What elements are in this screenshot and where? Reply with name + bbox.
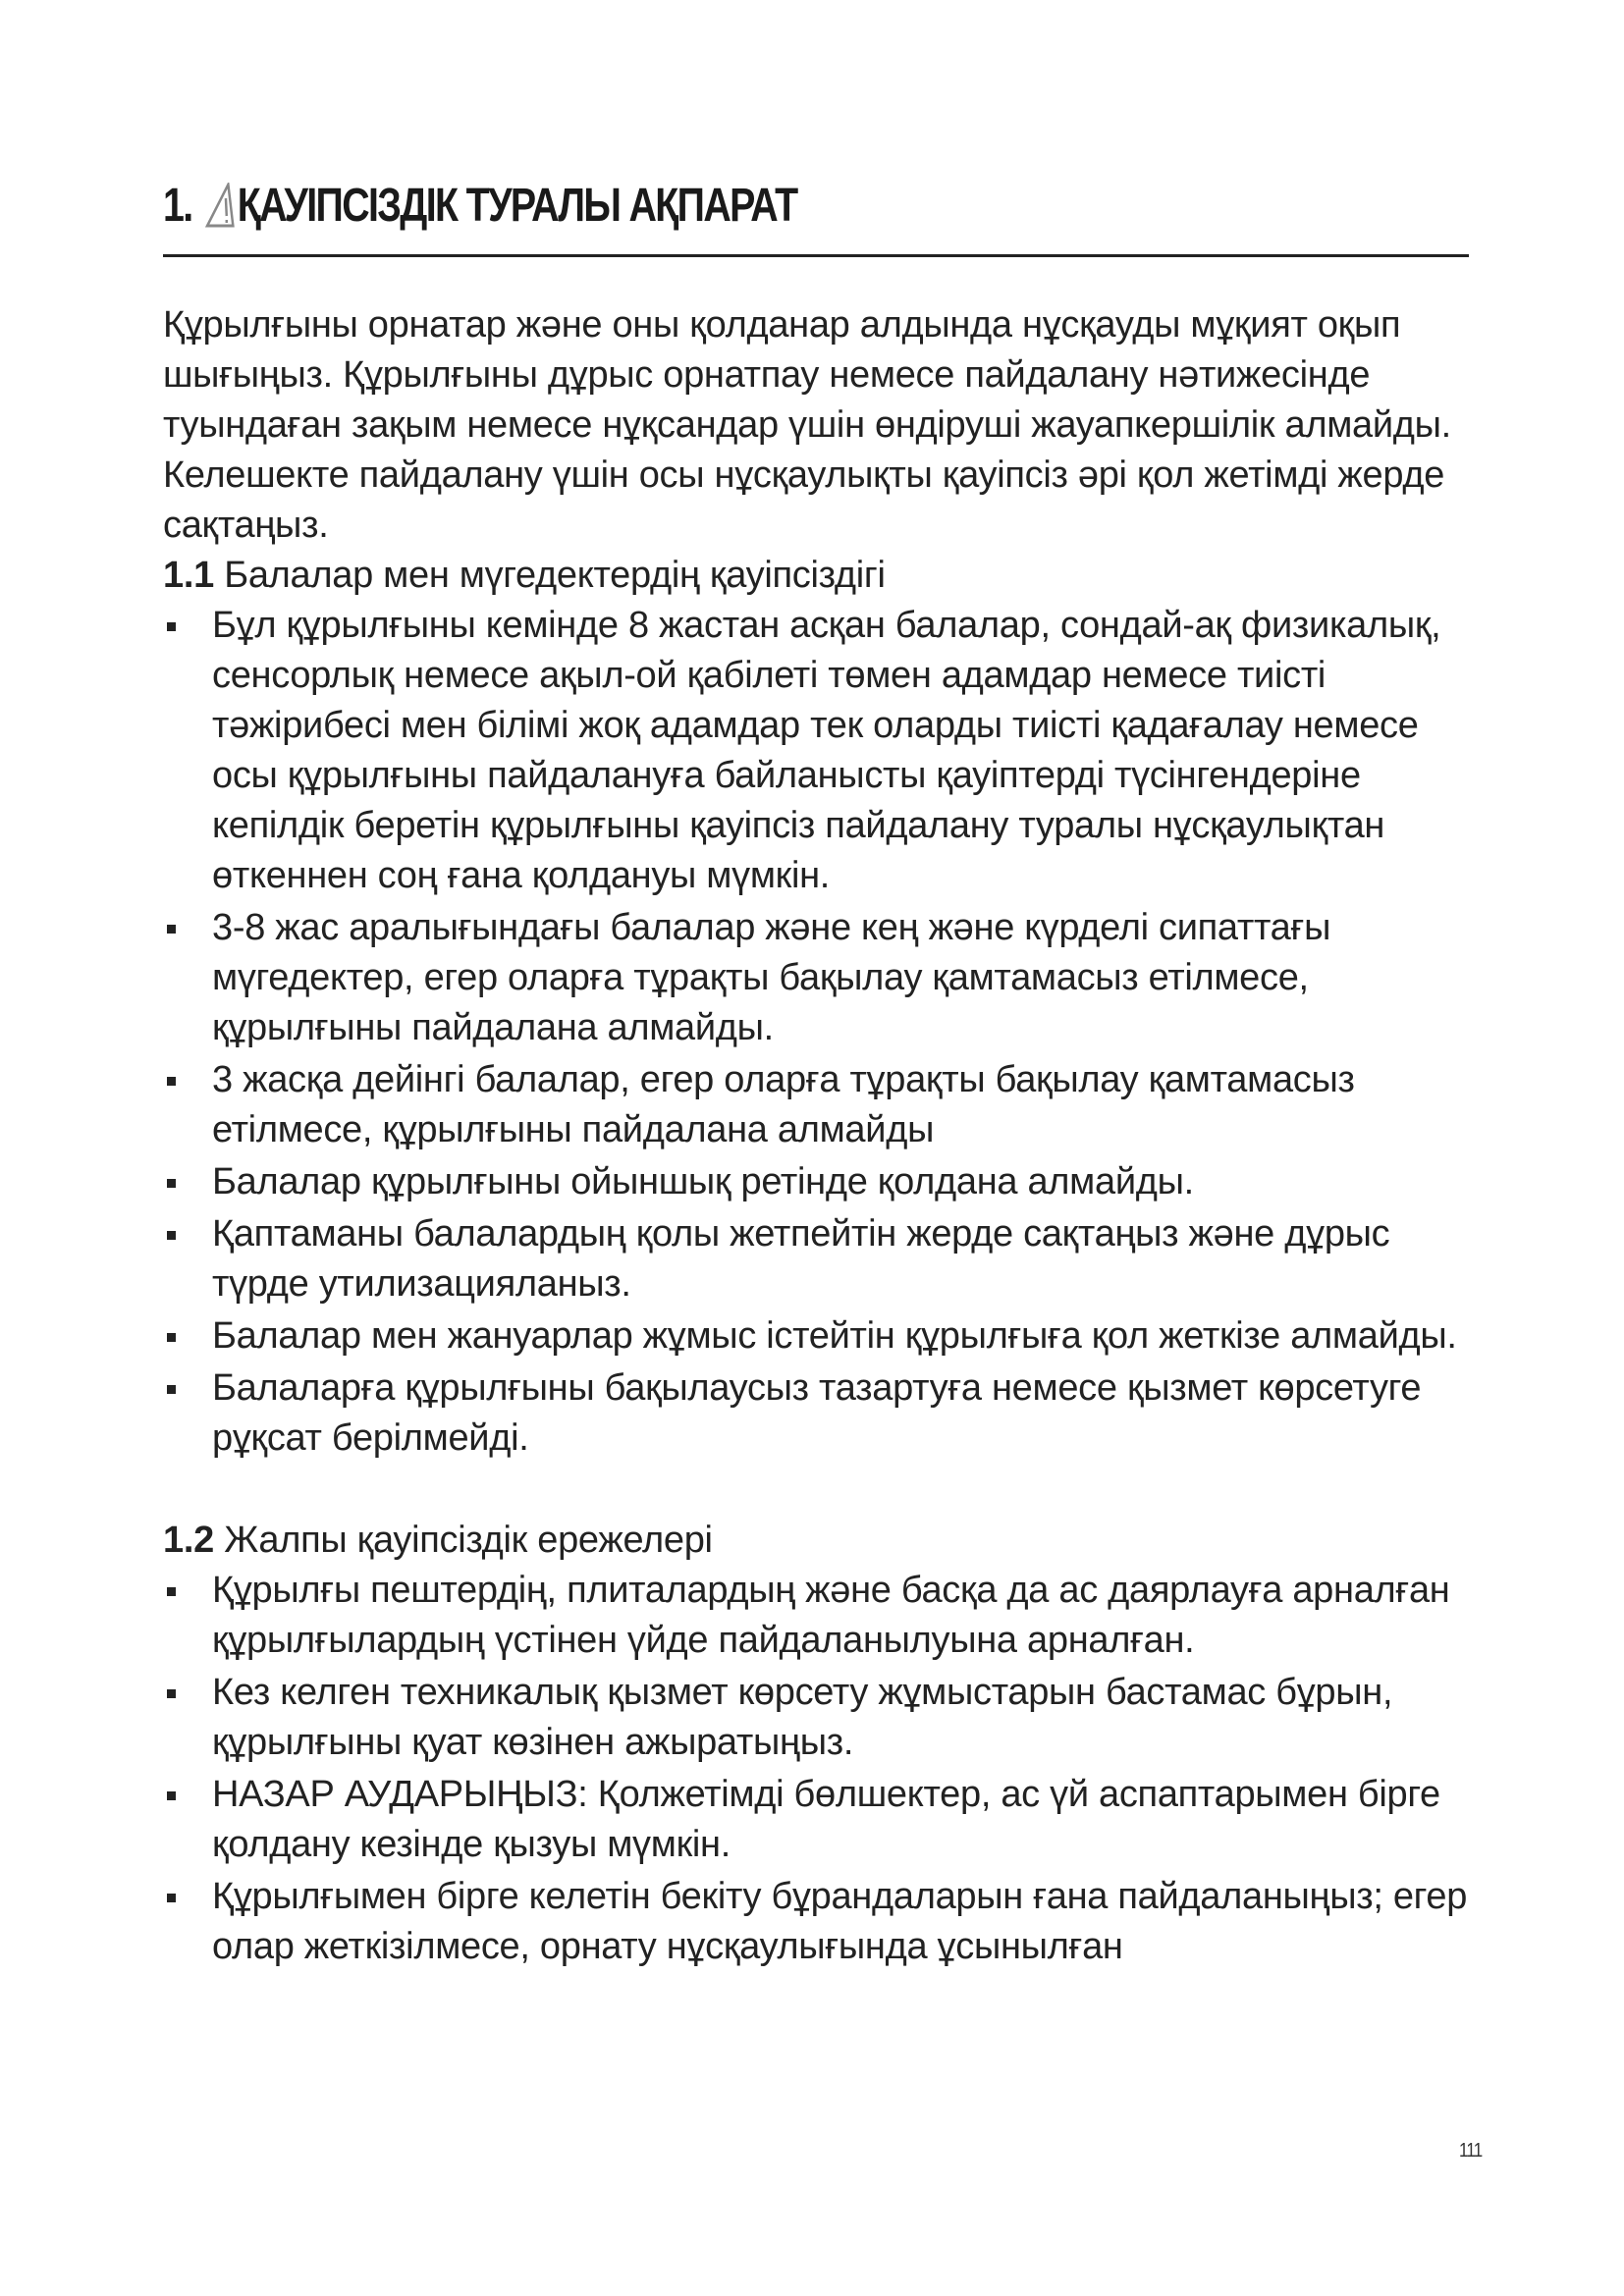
children-safety-list	[163, 601, 1479, 1464]
list-item: Бұл құрылғыны кемінде 8 жастан асқан балалар, сондай-ақ физикалық, сенсорлық немесе ақыл-ой қабілеті төмен адамдар немесе тиісті тәжірибесі мен білімі жоқ адамдар тек оларды тиісті қадағалау немесе осы құрылғыны пайдалануға байланысты қауіптерді түсінгендеріне кепілдік беретін құрылғыны қауіпсіз пайдалану туралы нұсқаулықтан өткеннен соң ғана қолдануы мүмкін.	[163, 601, 1479, 901]
list-item: 3 жасқа дейінгі балалар, егер оларға тұрақты бақылау қамтамасыз етілмесе, құрылғыны пайдалана алмайды	[163, 1055, 1479, 1155]
subsection-1-2-heading	[163, 1516, 1479, 1566]
heading-title: ҚАУІПСІЗДІК ТУРАЛЫ АҚПАРАТ	[237, 180, 797, 232]
subsection-1-1-number: 1.1	[163, 555, 214, 596]
section-spacer	[163, 1466, 1479, 1516]
subsection-1-2-number: 1.2	[163, 1520, 214, 1561]
intro-paragraph: Құрылғыны орнатар және оны қолданар алдында нұсқауды мұқият оқып шығыңыз. Құрылғыны дұрыс орнатпау немесе пайдалану нәтижесінде туындаған зақым немесе нұқсандар үшін өндіруші жауапкершілік алмайды. Келешекте пайдалану үшін осы нұсқаулықты қауіпсіз әрі қол жетімді жерде сақтаңыз.	[163, 304, 1451, 546]
heading-number: 1.	[163, 180, 192, 232]
section-heading-title	[163, 180, 797, 232]
section-heading	[163, 180, 1469, 257]
page-number: 111	[1459, 2140, 1483, 2162]
list-item: Балалар құрылғыны ойыншық ретінде қолдана алмайды.	[163, 1157, 1479, 1207]
subsection-1-1-heading	[163, 551, 1479, 601]
list-item: Балаларға құрылғыны бақылаусыз тазартуға немесе қызмет көрсетуге рұқсат берілмейді.	[163, 1363, 1479, 1464]
list-item: Құрылғымен бірге келетін бекіту бұрандаларын ғана пайдаланыңыз; егер олар жеткізілмесе, орнату нұсқаулығында ұсынылған	[163, 1872, 1479, 1972]
list-item: Кез келген техникалық қызмет көрсету жұмыстарын бастамас бұрын, құрылғыны қуат көзінен ажыратыңыз.	[163, 1668, 1479, 1768]
list-item: Қаптаманы балалардың қолы жетпейтін жерде сақтаңыз және дұрыс түрде утилизацияланыз.	[163, 1209, 1479, 1309]
subsection-1-1-title: Балалар мен мүгедектердің қауіпсіздігі	[224, 555, 886, 596]
list-item: Балалар мен жануарлар жұмыс істейтін құрылғыға қол жеткізе алмайды.	[163, 1311, 1479, 1362]
page-content	[163, 300, 1479, 1974]
general-safety-list	[163, 1566, 1479, 1972]
warning-triangle-icon	[204, 183, 237, 228]
list-item: НАЗАР АУДАРЫҢЫЗ: Қолжетімді бөлшектер, ас үй аспаптарымен бірге қолдану кезінде қызуы мүмкін.	[163, 1770, 1479, 1870]
list-item: Құрылғы пештердің, плиталардың және басқа да ас даярлауға арналған құрылғылардың үстінен үйде пайдаланылуына арналған.	[163, 1566, 1479, 1666]
list-item: 3-8 жас аралығындағы балалар және кең және күрделі сипаттағы мүгедектер, егер оларға тұрақты бақылау қамтамасыз етілмесе, құрылғыны пайдалана алмайды.	[163, 903, 1479, 1053]
subsection-1-2-title: Жалпы қауіпсіздік ережелері	[224, 1520, 713, 1561]
